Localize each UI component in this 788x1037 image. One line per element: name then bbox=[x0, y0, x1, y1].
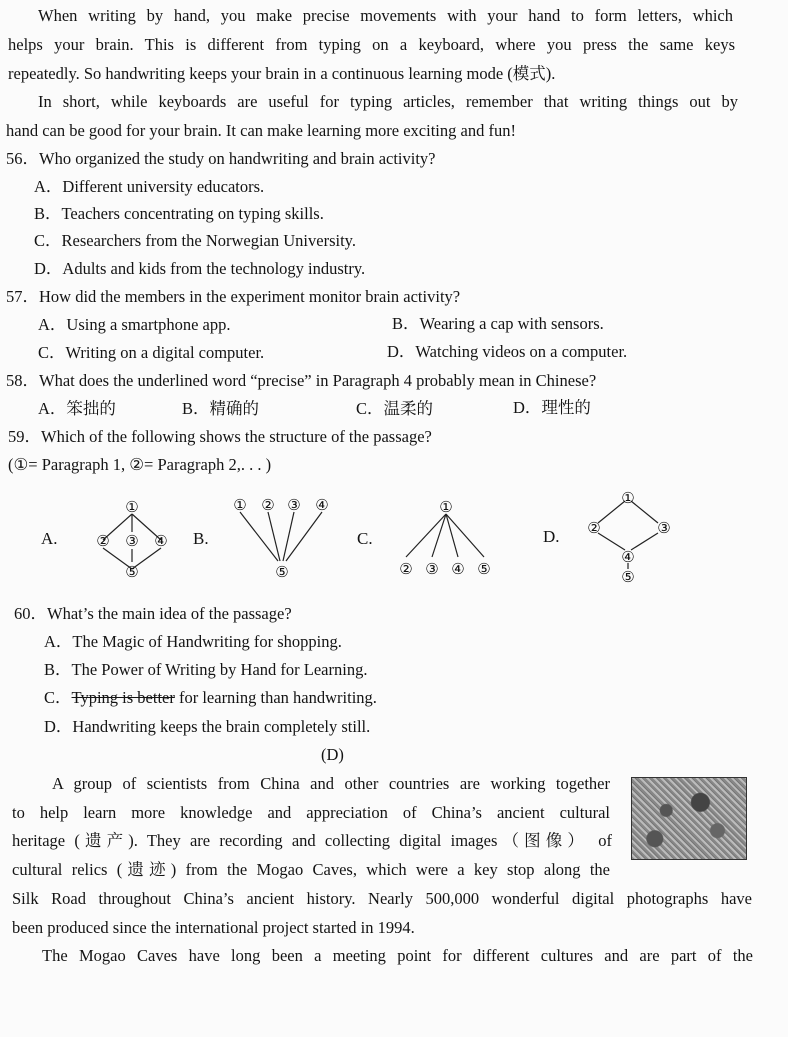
circle-1: ① bbox=[125, 498, 139, 516]
circle-3: ③ bbox=[657, 519, 671, 537]
option-letter: C． bbox=[44, 688, 72, 707]
circle-5: ⑤ bbox=[125, 563, 139, 581]
question-57-stem: 57．How did the members in the experiment monitor brain activity? bbox=[6, 287, 461, 306]
section-d-line: The Mogao Caves have long been a meeting point for different cultures and are part of the bbox=[42, 946, 753, 965]
passage-line: hand can be good for your brain. It can make learning more exciting and fun! bbox=[6, 121, 516, 140]
circle-3: ③ bbox=[287, 496, 301, 514]
passage-line: repeatedly. So handwriting keeps your brain in a continuous learning mode (模式). bbox=[8, 64, 556, 83]
question-57-option-b[interactable]: B．Wearing a cap with sensors. bbox=[392, 314, 604, 333]
circle-4: ④ bbox=[451, 560, 465, 578]
circle-2: ② bbox=[587, 519, 601, 537]
circle-1: ① bbox=[439, 498, 453, 516]
question-60-option-b[interactable]: B．The Power of Writing by Hand for Learning. bbox=[44, 660, 368, 679]
section-d-line: A group of scientists from China and other countries are working together bbox=[52, 774, 610, 793]
question-59-stem: 59．Which of the following shows the structure of the passage? bbox=[8, 427, 432, 446]
question-56-option-a[interactable]: A．Different university educators. bbox=[34, 177, 265, 196]
question-58-option-c[interactable]: C．温柔的 bbox=[356, 399, 434, 418]
passage-line: In short, while keyboards are useful for typing articles, remember that writing things out by bbox=[38, 92, 738, 111]
structure-diagram-d bbox=[578, 487, 682, 585]
question-59-option-d[interactable]: D. bbox=[543, 527, 560, 546]
question-58-stem: 58．What does the underlined word “precise” in Paragraph 4 probably mean in Chinese? bbox=[6, 371, 597, 390]
question-60-option-c[interactable] bbox=[44, 688, 377, 708]
question-60-option-a[interactable]: A．The Magic of Handwriting for shopping. bbox=[44, 632, 342, 651]
circle-3: ③ bbox=[125, 532, 139, 550]
section-d-line: Silk Road throughout China’s ancient history. Nearly 500,000 wonderful digital photographs have bbox=[12, 889, 752, 908]
circle-4: ④ bbox=[154, 532, 168, 550]
relic-photo bbox=[631, 777, 747, 860]
circle-4: ④ bbox=[315, 496, 329, 514]
passage-line: When writing by hand, you make precise movements with your hand to form letters, which bbox=[38, 6, 733, 25]
option-text: for learning than handwriting. bbox=[174, 688, 377, 707]
question-56-option-b[interactable]: B．Teachers concentrating on typing skills. bbox=[34, 204, 324, 223]
question-56-stem: 56．Who organized the study on handwriting and brain activity? bbox=[6, 149, 436, 168]
question-56-option-c[interactable]: C．Researchers from the Norwegian University. bbox=[34, 231, 356, 250]
circle-1: ① bbox=[233, 496, 247, 514]
circle-2: ② bbox=[96, 532, 110, 550]
circle-5: ⑤ bbox=[275, 563, 289, 581]
section-d-line: been produced since the international project started in 1994. bbox=[12, 918, 415, 937]
question-57-option-a[interactable]: A．Using a smartphone app. bbox=[38, 315, 231, 334]
passage-line: helps your brain. This is different from typing on a keyboard, where you press the same keys bbox=[8, 35, 735, 54]
section-d-line: heritage (遗产). They are recording and collecting digital images（图像） of bbox=[12, 831, 612, 850]
circle-1: ① bbox=[621, 489, 635, 507]
question-56-option-d[interactable]: D．Adults and kids from the technology industry. bbox=[34, 259, 366, 278]
structure-diagram-c bbox=[392, 495, 502, 581]
section-d-line: to help learn more knowledge and appreciation of China’s ancient cultural bbox=[12, 803, 610, 822]
struck-text: Typing is better bbox=[71, 688, 175, 707]
circle-5: ⑤ bbox=[621, 568, 635, 585]
circle-2: ② bbox=[399, 560, 413, 578]
question-60-option-d[interactable]: D．Handwriting keeps the brain completely still. bbox=[44, 717, 371, 736]
structure-diagram-a bbox=[86, 495, 184, 581]
question-57-option-c[interactable]: C．Writing on a digital computer. bbox=[38, 343, 265, 362]
question-59-option-b[interactable]: B. bbox=[193, 529, 209, 548]
question-58-option-a[interactable]: A．笨拙的 bbox=[38, 399, 116, 418]
question-59-option-c[interactable]: C. bbox=[357, 529, 373, 548]
structure-diagram-b bbox=[226, 493, 336, 581]
circle-5: ⑤ bbox=[477, 560, 491, 578]
circle-2: ② bbox=[261, 496, 275, 514]
question-60-stem: 60．What’s the main idea of the passage? bbox=[14, 604, 292, 623]
circle-4: ④ bbox=[621, 548, 635, 566]
question-59-note: (①= Paragraph 1, ②= Paragraph 2,. . . ) bbox=[8, 455, 272, 474]
question-58-option-b[interactable]: B．精确的 bbox=[182, 399, 260, 418]
question-57-option-d[interactable]: D．Watching videos on a computer. bbox=[387, 342, 628, 361]
circle-3: ③ bbox=[425, 560, 439, 578]
question-58-option-d[interactable]: D．理性的 bbox=[513, 398, 591, 417]
section-d-heading: (D) bbox=[321, 745, 344, 764]
section-d-line: cultural relics (遗迹) from the Mogao Caves, which were a key stop along the bbox=[12, 860, 610, 879]
question-59-option-a[interactable]: A. bbox=[41, 529, 58, 548]
